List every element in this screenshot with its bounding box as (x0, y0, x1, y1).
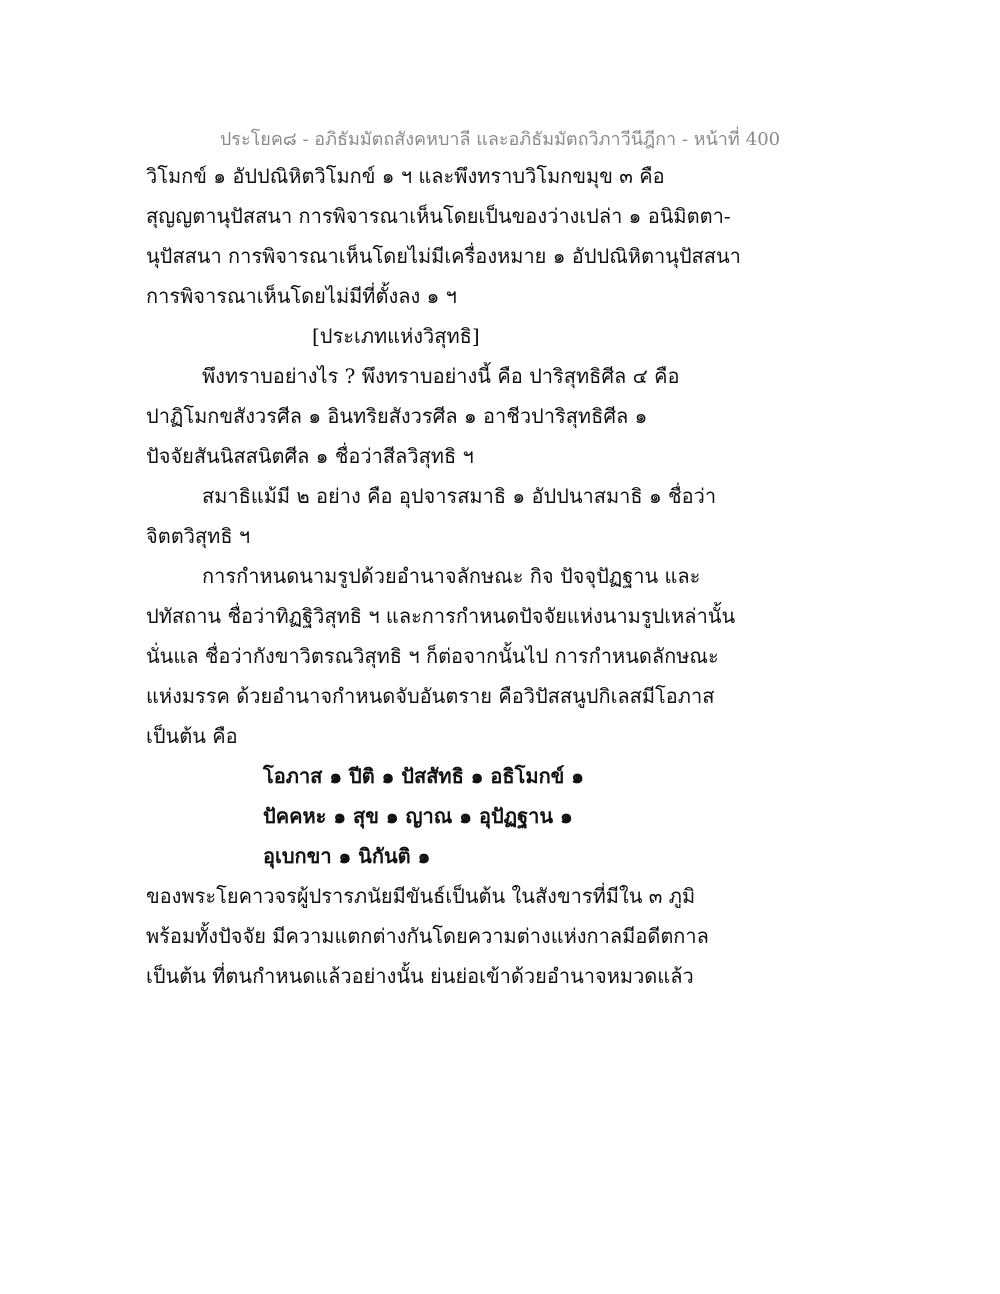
paragraph-first-line: การกำหนดนามรูปด้วยอำนาจลักษณะ กิจ ปัจจุปัฏฐาน และ (202, 564, 701, 588)
text-line: นุปัสสนา การพิจารณาเห็นโดยไม่มีเครื่องหมาย ๑ อัปปณิหิตานุปัสสนา (146, 244, 741, 268)
page-number: 400 (745, 129, 781, 150)
text-line: พร้อมทั้งปัจจัย มีความแตกต่างกันโดยความต่างแห่งกาลมีอดีตกาล (146, 924, 709, 948)
text-line: การพิจารณาเห็นโดยไม่มีที่ตั้งลง ๑ ฯ (146, 284, 457, 308)
paragraph-first-line: สมาธิแม้มี ๒ อย่าง คือ อุปจารสมาธิ ๑ อัปปนาสมาธิ ๑ ชื่อว่า (202, 484, 717, 508)
paragraph-first-line: พึงทราบอย่างไร ? พึงทราบอย่างนี้ คือ ปาริสุทธิศีล ๔ คือ (202, 364, 680, 388)
page-header (0, 124, 1000, 153)
text-line: แห่งมรรค ด้วยอำนาจกำหนดจับอันตราย คือวิปัสสนูปกิเลสมีโอภาส (146, 684, 715, 708)
text-line: วิโมกข์ ๑ อัปปณิหิตวิโมกข์ ๑ ฯ และพึงทราบวิโมกขมุข ๓ คือ (146, 164, 665, 188)
document-body (146, 156, 866, 996)
text-line: จิตตวิสุทธิ ฯ (146, 524, 251, 548)
section-heading: [ประเภทแห่งวิสุทธิ] (312, 324, 480, 348)
text-line: นั่นแล ชื่อว่ากังขาวิตรณวิสุทธิ ฯ ก็ต่อจากนั้นไป การกำหนดลักษณะ (146, 644, 719, 668)
verse-line: โอภาส ๑ ปีติ ๑ ปัสสัทธิ ๑ อธิโมกข์ ๑ (263, 764, 585, 788)
header-title: ประโยค๘ - อภิธัมมัตถสังคหบาลี และอภิธัมมัตถวิภาวีนีฎีกา - หน้าที่ (219, 129, 740, 150)
text-line: เป็นต้น ที่ตนกำหนดแล้วอย่างนั้น ย่นย่อเข้าด้วยอำนาจหมวดแล้ว (146, 964, 694, 988)
text-line: ของพระโยคาวจรผู้ปรารภนัยมีขันธ์เป็นต้น ในสังขารที่มีใน ๓ ภูมิ (146, 884, 696, 908)
text-line: ปัจจัยสันนิสสนิตศีล ๑ ชื่อว่าสีลวิสุทธิ ฯ (146, 444, 474, 468)
text-line: สุญญตานุปัสสนา การพิจารณาเห็นโดยเป็นของว่างเปล่า ๑ อนิมิตตา- (146, 204, 731, 228)
verse-line: ปัคคหะ ๑ สุข ๑ ญาณ ๑ อุปัฏฐาน ๑ (263, 804, 573, 828)
text-line: ปทัสถาน ชื่อว่าทิฏฐิวิสุทธิ ฯ และการกำหนดปัจจัยแห่งนามรูปเหล่านั้น (146, 604, 736, 628)
verse-line: อุเบกขา ๑ นิกันติ ๑ (263, 844, 431, 868)
text-line: เป็นต้น คือ (146, 724, 238, 748)
text-line: ปาฏิโมกขสังวรศีล ๑ อินทริยสังวรศีล ๑ อาชีวปาริสุทธิศีล ๑ (146, 404, 648, 428)
